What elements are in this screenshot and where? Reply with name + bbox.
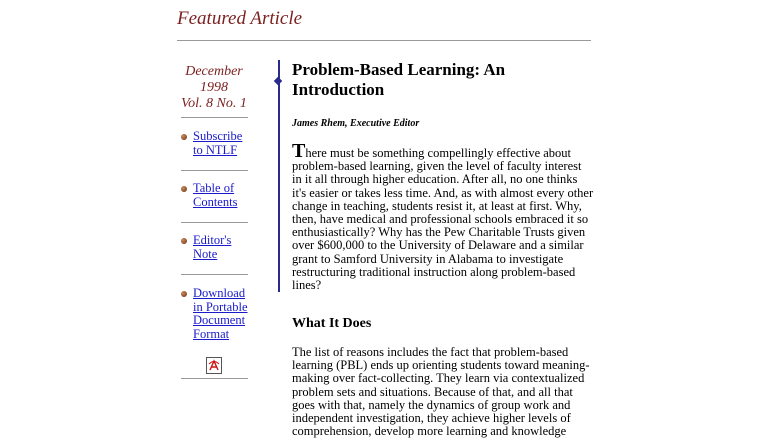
issue-volume: Vol. 8 No. 1 (181, 96, 247, 111)
article-title: Problem-Based Learning: An Introduction (292, 60, 506, 99)
section-heading: What It Does (292, 316, 372, 331)
sidebar-divider (181, 170, 248, 171)
bullet-icon (181, 238, 187, 244)
sidebar-divider (181, 378, 248, 379)
pdf-icon[interactable] (206, 357, 222, 374)
download-pdf-link[interactable]: Download in Portable Document Format (193, 286, 248, 341)
bullet-icon (181, 291, 187, 297)
sidebar-divider (181, 274, 248, 275)
subscribe-link[interactable]: Subscribe to NTLF (193, 129, 243, 157)
sidebar-divider (181, 222, 248, 223)
section-title: Featured Article (177, 8, 303, 29)
editors-note-link[interactable]: Editor's Note (193, 233, 232, 261)
diamond-icon (274, 77, 282, 85)
article-paragraph: The list of reasons includes the fact that problem-based learning (PBL) ends up orienting students toward meaning-making over fact-collecting. They learn via contextualized problem sets and situations. Because of that, and all that goes with that, namely the dynamics of group work and independent investigation, they achieve higher levels of comprehension, develop more learning and knowledge (292, 345, 590, 438)
vertical-rule (278, 60, 280, 292)
issue-info (178, 64, 250, 112)
table-of-contents-link[interactable]: Table of Contents (193, 181, 238, 209)
issue-year: 1998 (200, 80, 228, 95)
issue-month: December (185, 64, 243, 79)
article-content (292, 60, 594, 438)
bullet-icon (181, 186, 187, 192)
drop-cap: T (292, 140, 306, 162)
article-byline: James Rhem, Executive Editor (292, 118, 420, 129)
sidebar-divider (181, 117, 248, 118)
bullet-icon (181, 134, 187, 140)
header-divider (177, 40, 591, 41)
article-paragraph: There must be something compellingly effective about problem-based learning, given the level of faculty interest in it all through higher education. After all, no one thinks it's easier or takes less time. And, as with almost every other change in teaching, students resist it, at least at first. Why, then, have medical and professional schools embraced it so enthusiastically? Why has the Pew Charitable Trusts given over $600,000 to the University of Delaware and a similar grant to Samford University in Alabama to investigate restructuring traditional instruction along problem-based lines? (292, 140, 594, 293)
